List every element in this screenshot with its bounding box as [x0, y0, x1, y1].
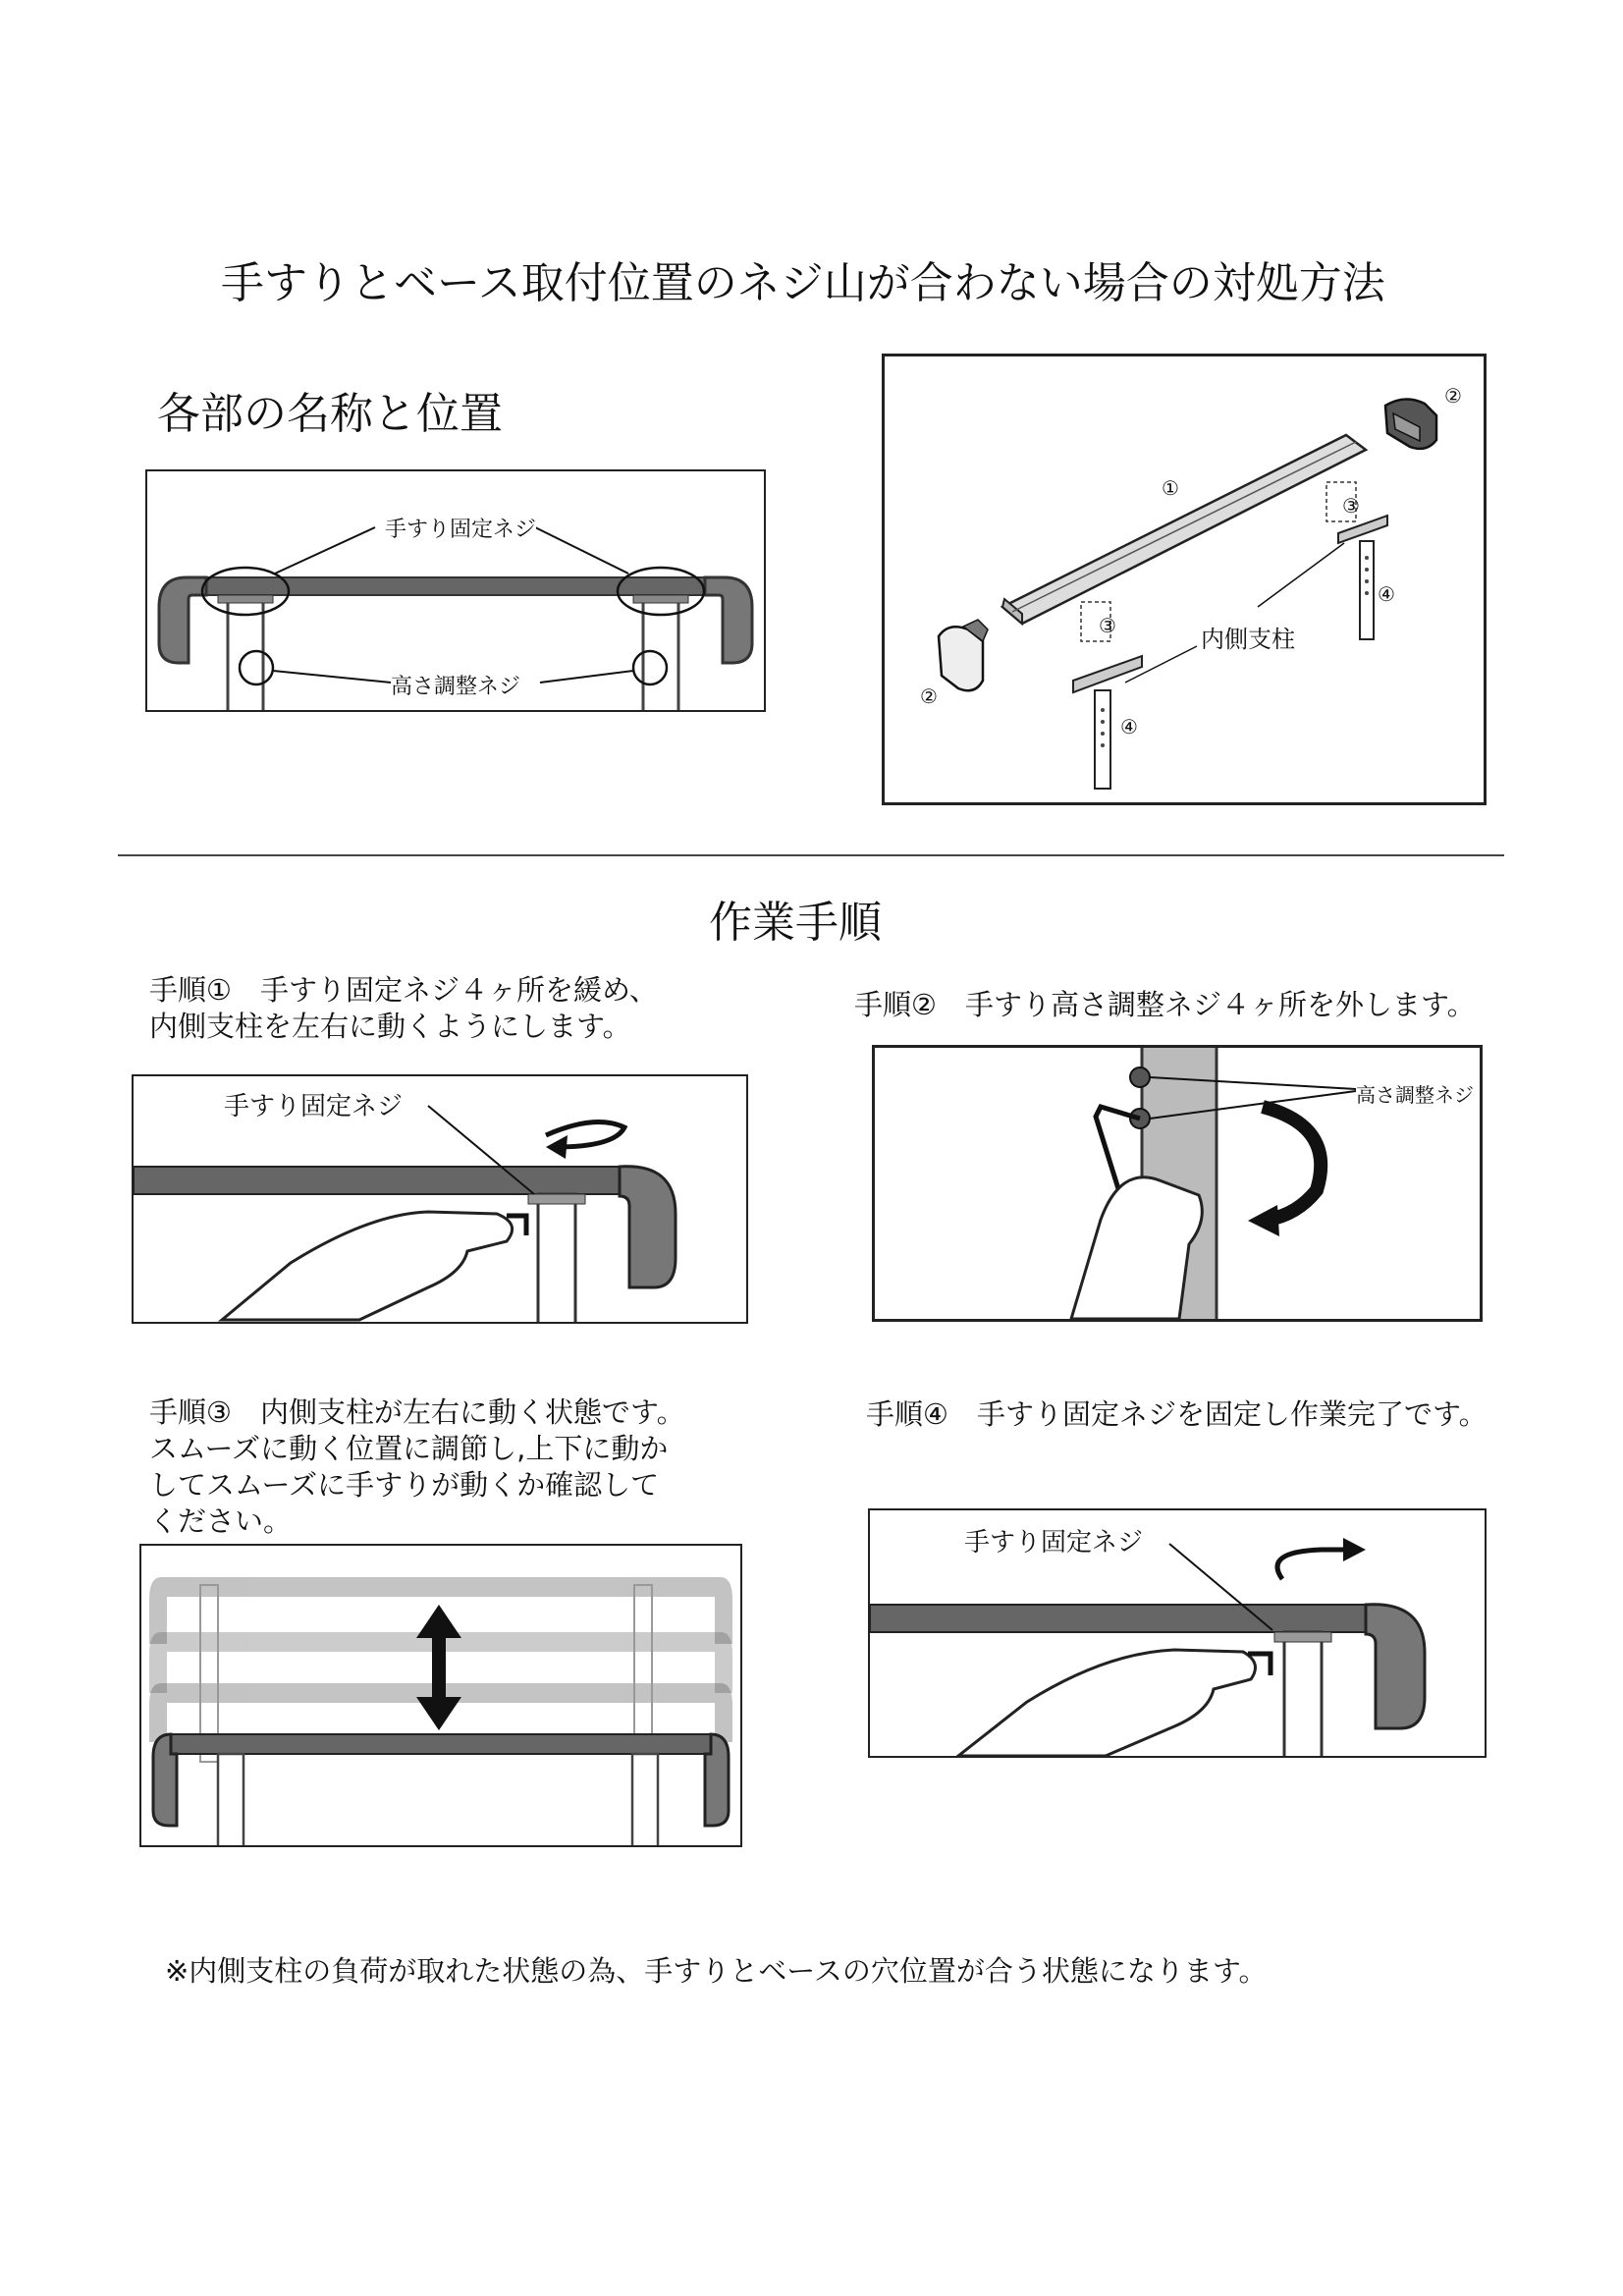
fix-screw-label: 手すり固定ネジ	[385, 513, 536, 543]
part-4-label-left: ④	[1120, 715, 1138, 738]
step-3-text	[149, 1394, 685, 1540]
page-title: 手すりとベース取付位置のネジ山が合わない場合の対処方法	[221, 258, 1385, 308]
step-2-screw-label: 高さ調整ネジ	[1356, 1083, 1474, 1107]
height-screw-label: 高さ調整ネジ	[391, 670, 520, 700]
step-2-figure	[872, 1045, 1483, 1322]
step-1-screw-label: 手すり固定ネジ	[224, 1092, 404, 1121]
overview-diagram	[145, 469, 766, 712]
step-3-figure	[139, 1544, 742, 1847]
inner-post-label: 内側支柱	[1201, 620, 1295, 654]
parts-heading: 各部の名称と位置	[157, 389, 503, 439]
step-4-figure	[868, 1508, 1487, 1758]
part-3-label-left: ③	[1099, 614, 1116, 637]
step-1-line-2: 内側支柱を左右に動くようにします。	[149, 1010, 631, 1043]
step-3-line-2: スムーズに動く位置に調節し,上下に動か	[149, 1432, 669, 1465]
part-2-label-bottom: ②	[920, 684, 938, 708]
section-divider	[118, 854, 1504, 856]
step-2-text	[854, 987, 1476, 1023]
step-3-line-3: してスムーズに手すりが動くか確認して	[149, 1468, 660, 1502]
work-heading: 作業手順	[709, 898, 882, 948]
step-3-drawing	[141, 1546, 740, 1845]
step-4-screw-label: 手すり固定ネジ	[964, 1528, 1144, 1558]
step-1-figure	[132, 1074, 748, 1324]
part-1-label: ①	[1162, 476, 1179, 500]
exploded-drawing	[885, 356, 1484, 802]
step-4-text	[866, 1396, 1488, 1433]
step-4-drawing	[870, 1510, 1485, 1756]
step-4-line-1: 手順④ 手すり固定ネジを固定し作業完了です。	[866, 1397, 1488, 1431]
step-2-line-1: 手順② 手すり高さ調整ネジ４ヶ所を外します。	[854, 988, 1476, 1021]
part-3-label-right: ③	[1342, 494, 1360, 518]
footnote: ※内側支柱の負荷が取れた状態の為、手すりとベースの穴位置が合う状態になります。	[165, 1954, 1268, 1988]
step-3-line-1: 手順③ 内側支柱が左右に動く状態です。	[149, 1395, 685, 1429]
step-1-text	[149, 972, 658, 1045]
part-2-label-top: ②	[1444, 384, 1462, 408]
exploded-diagram	[882, 354, 1487, 805]
step-1-line-1: 手順① 手すり固定ネジ４ヶ所を緩め、	[149, 973, 658, 1007]
step-3-line-4: ください。	[149, 1504, 293, 1538]
part-4-label-right: ④	[1378, 582, 1395, 606]
